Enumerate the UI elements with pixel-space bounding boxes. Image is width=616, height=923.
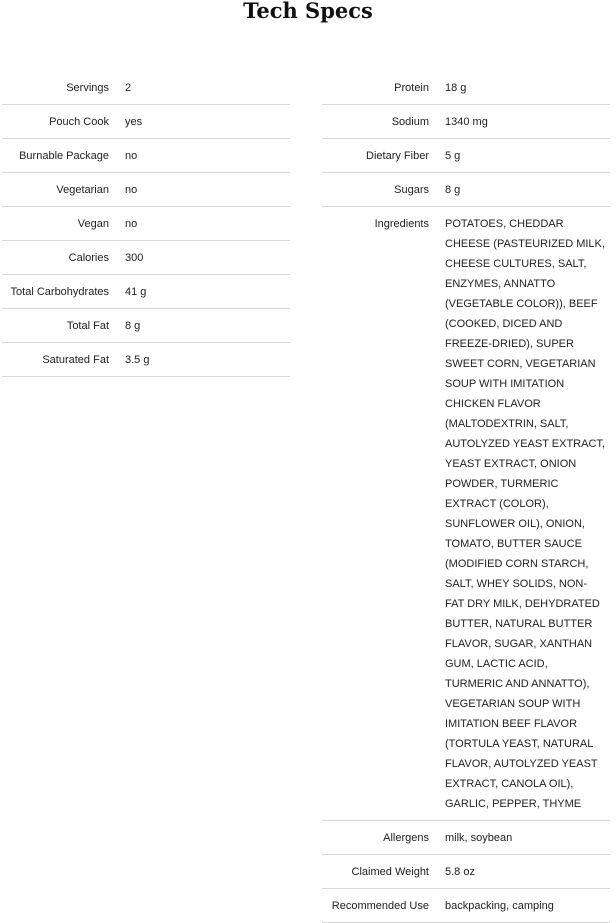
spec-label: Ingredients xyxy=(374,218,429,230)
spec-label: Claimed Weight xyxy=(351,866,429,878)
spec-row-protein xyxy=(322,71,610,105)
spec-value: 18 g xyxy=(445,82,467,94)
spec-label: Burnable Package xyxy=(19,150,109,162)
page-title: Tech Specs xyxy=(243,0,373,23)
spec-value: 3.5 g xyxy=(125,354,150,366)
spec-value: no xyxy=(125,184,138,196)
spec-value: 300 xyxy=(125,252,144,264)
spec-label: Recommended Use xyxy=(331,900,429,912)
ingredients-text: POTATOES, CHEDDAR CHEESE (PASTEURIZED MILK, CHEESE CULTURES, SALT, ENZYMES, ANNATTO (VEGETABLE COLOR)), BEEF (COOKED, DICED AND FREEZE-DRIED), SUPER SWEET CORN, VEGETARIAN SOUP WITH IMITATION CHICKEN FLAVOR (MALTODEXTRIN, SALT, AUTOLYZED YEAST EXTRACT, YEAST EXTRACT, ONION POWDER, TURMERIC EXTRACT (COLOR), SUNFLOWER OIL), ONION, TOMATO, BUTTER SAUCE (MODIFIED CORN STARCH, SALT, WHEY SOLIDS, NON-FAT DRY MILK, DEHYDRATED BUTTER, NATURAL BUTTER FLAVOR, SUGAR, XANTHAN GUM, LACTIC ACID, TURMERIC AND ANNATTO), VEGETARIAN SOUP WITH IMITATION BEEF FLAVOR (TORTULA YEAST, NATURAL FLAVOR, AUTOLYZED YEAST EXTRACT, CANOLA OIL), GARLIC, PEPPER, THYME xyxy=(445,218,605,810)
spec-label: Total Carbohydrates xyxy=(10,286,109,298)
spec-row-dietary-fiber xyxy=(322,139,610,173)
spec-row-allergens xyxy=(322,821,610,855)
spec-label: Vegan xyxy=(77,218,109,230)
specs-table-left xyxy=(2,71,290,377)
spec-row-sodium xyxy=(322,105,610,139)
spec-row-vegetarian xyxy=(2,173,290,207)
spec-value: 8 g xyxy=(125,320,141,332)
spec-row-vegan xyxy=(2,207,290,241)
spec-row-total-fat xyxy=(2,309,290,343)
spec-value: milk, soybean xyxy=(445,832,513,844)
spec-label: Pouch Cook xyxy=(49,116,109,128)
spec-label: Calories xyxy=(68,252,109,264)
spec-row-saturated-fat xyxy=(2,343,290,377)
spec-label: Saturated Fat xyxy=(42,354,109,366)
spec-value: 2 xyxy=(125,82,132,94)
spec-label: Sodium xyxy=(391,116,429,128)
spec-row-recommended-use xyxy=(322,889,610,923)
spec-value: no xyxy=(125,150,138,162)
spec-label: Sugars xyxy=(394,184,429,196)
spec-row-calories xyxy=(2,241,290,275)
spec-row-pouch-cook xyxy=(2,105,290,139)
spec-label: Allergens xyxy=(383,832,429,844)
spec-label: Vegetarian xyxy=(56,184,109,196)
spec-value: 5 g xyxy=(445,150,461,162)
spec-value: no xyxy=(125,218,138,230)
spec-label: Dietary Fiber xyxy=(366,150,429,162)
specs-table-right xyxy=(322,71,610,923)
spec-row-sugars xyxy=(322,173,610,207)
spec-value: 41 g xyxy=(125,286,147,298)
spec-label: Servings xyxy=(66,82,109,94)
spec-label: Total Fat xyxy=(66,320,109,332)
spec-value: 1340 mg xyxy=(445,116,488,128)
spec-row-servings xyxy=(2,71,290,105)
spec-value: 5.8 oz xyxy=(445,866,475,878)
spec-value: backpacking, camping xyxy=(445,900,554,912)
spec-row-total-carbohydrates xyxy=(2,275,290,309)
spec-row-ingredients xyxy=(322,207,610,821)
spec-row-burnable-package xyxy=(2,139,290,173)
spec-value: yes xyxy=(125,116,143,128)
spec-row-claimed-weight xyxy=(322,855,610,889)
spec-label: Protein xyxy=(394,82,429,94)
spec-value: 8 g xyxy=(445,184,461,196)
